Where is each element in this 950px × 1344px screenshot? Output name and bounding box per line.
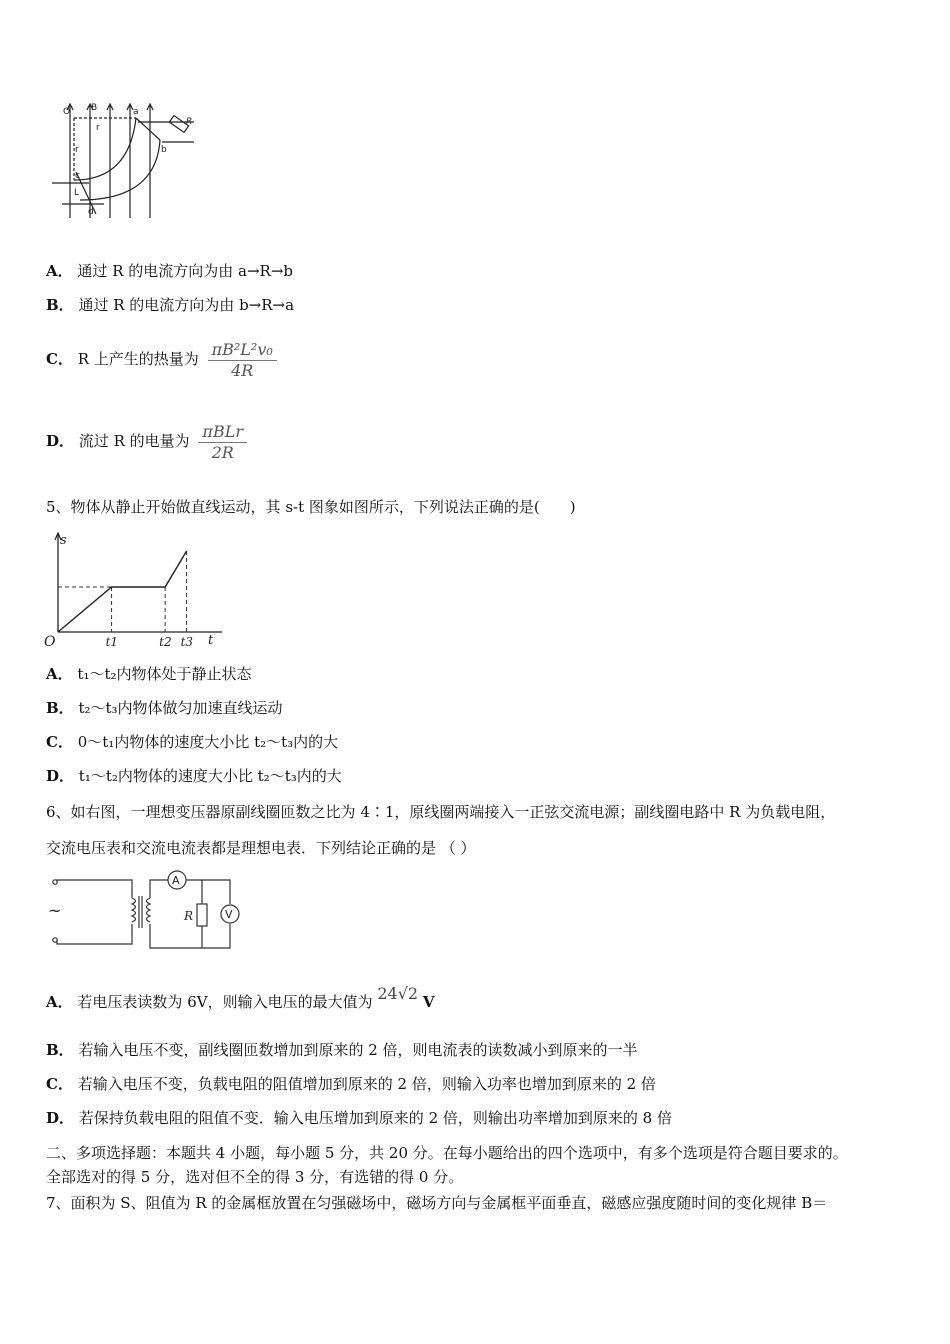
- heat-fraction: [208, 340, 277, 381]
- option-letter: A．: [46, 993, 73, 1011]
- q7-stem: 7、面积为 S、阻值为 R 的金属框放置在匀强磁场中，磁场方向与金属框平面垂直，磁感应强度随时间的变化规律 B＝: [46, 1194, 828, 1212]
- option-letter: B．: [46, 1041, 74, 1059]
- resistor-label: R: [184, 909, 194, 923]
- option-text: 0～t₁内物体的速度大小比 t₂～t₃内的大: [77, 733, 339, 751]
- option-text: t₂～t₃内物体做匀加速直线运动: [78, 699, 283, 717]
- q6-option-c: [46, 1074, 656, 1094]
- option-letter: B．: [46, 296, 74, 314]
- option-text: 若电压表读数为 6V，则输入电压的最大值为: [77, 993, 373, 1011]
- option-letter: D．: [46, 767, 75, 785]
- q4-option-d: [46, 414, 247, 468]
- q5-option-c: [46, 732, 338, 752]
- time-tick-label: t1: [105, 635, 119, 649]
- option-text: t₁～t₂内物体的速度大小比 t₂～t₃内的大: [78, 767, 342, 785]
- origin-label: O: [44, 634, 56, 650]
- fig-label-o: O: [63, 107, 71, 117]
- option-text: 若输入电压不变，负载电阻的阻值增加到原来的 2 倍，则输入功率也增加到原来的 2 倍: [77, 1075, 656, 1093]
- option-letter: A．: [46, 262, 73, 280]
- q5-option-d: [46, 766, 342, 786]
- fig-label-b: b: [161, 145, 167, 155]
- option-text: t₁～t₂内物体处于静止状态: [77, 665, 252, 683]
- q5-option-a: [46, 664, 252, 684]
- option-text: 若保持负载电阻的阻值不变．输入电压增加到原来的 2 倍，则输出功率增加到原来的 8 倍: [78, 1109, 672, 1127]
- q6-option-a: [46, 986, 435, 1018]
- q5-stem: 5、物体从静止开始做直线运动，其 s-t 图象如图所示，下列说法正确的是( ): [46, 498, 576, 516]
- q6-circuit: [44, 868, 244, 954]
- option-letter: D．: [46, 1109, 75, 1127]
- option-letter: C．: [46, 733, 73, 751]
- option-letter: C．: [46, 1075, 73, 1093]
- q4-figure: [44, 100, 204, 225]
- fig-label-d: d: [88, 207, 94, 217]
- y-axis-label: s: [60, 533, 67, 548]
- q4-option-b: [46, 295, 294, 315]
- q6-stem-line2: 交流电压表和交流电流表都是理想电表．下列结论正确的是 （ ）: [46, 839, 476, 857]
- option-letter: B．: [46, 699, 74, 717]
- fraction-denominator: 2R: [211, 442, 234, 462]
- fig-label-a: a: [133, 107, 139, 117]
- fig-label-l: L: [74, 188, 80, 198]
- fig-label-r2: r: [75, 145, 79, 155]
- option-letter: D．: [46, 432, 75, 450]
- ammeter-label: A: [172, 874, 180, 887]
- q5-st-graph: [40, 528, 230, 650]
- q5-option-b: [46, 698, 283, 718]
- fig-label-r1: r: [96, 123, 100, 133]
- fig-label-c: c: [75, 171, 80, 181]
- x-axis-label: t: [208, 633, 214, 648]
- charge-fraction: [198, 422, 247, 463]
- option-text: R 上产生的热量为: [77, 350, 199, 368]
- option-text: 通过 R 的电流方向为由 a→R→b: [77, 262, 293, 280]
- fig-label-b-field: B: [91, 103, 98, 113]
- fraction-numerator: πB²L²v₀: [208, 340, 277, 361]
- source-symbol: ~: [48, 901, 62, 920]
- option-text: 通过 R 的电流方向为由 b→R→a: [78, 296, 295, 314]
- section2-heading-line1: 二、多项选择题：本题共 4 小题，每小题 5 分，共 20 分。在每小题给出的四个选项中，有多个选项是符合题目要求的。: [46, 1144, 848, 1162]
- time-tick-label: t2: [159, 635, 172, 649]
- q6-stem-line1: 6、如右图，一理想变压器原副线圈匝数之比为 4∶1，原线圈两端接入一正弦交流电源；副线圈电路中 R 为负载电阻，: [46, 803, 836, 821]
- fig-label-resistor: R: [186, 117, 193, 127]
- option-text: 若输入电压不变，副线圈匝数增加到原来的 2 倍，则电流表的读数减小到原来的一半: [78, 1041, 638, 1059]
- q4-option-c: [46, 332, 277, 386]
- q6-option-d: [46, 1108, 672, 1128]
- displacement-curve: [58, 551, 187, 632]
- section2-heading-line2: 全部选对的得 5 分，选对但不全的得 3 分，有选错的得 0 分。: [46, 1168, 464, 1186]
- option-text: 流过 R 的电量为: [78, 432, 190, 450]
- voltmeter-label: V: [225, 908, 233, 921]
- option-letter: A．: [46, 665, 73, 683]
- time-tick-label: t3: [180, 635, 194, 649]
- max-voltage-expr: 24√2: [377, 984, 419, 1003]
- fraction-numerator: πBLr: [198, 422, 247, 443]
- fraction-denominator: 4R: [231, 360, 254, 380]
- q4-option-a: [46, 261, 293, 281]
- option-letter: C．: [46, 350, 73, 368]
- q6-option-b: [46, 1040, 638, 1060]
- unit-label: V: [422, 993, 435, 1011]
